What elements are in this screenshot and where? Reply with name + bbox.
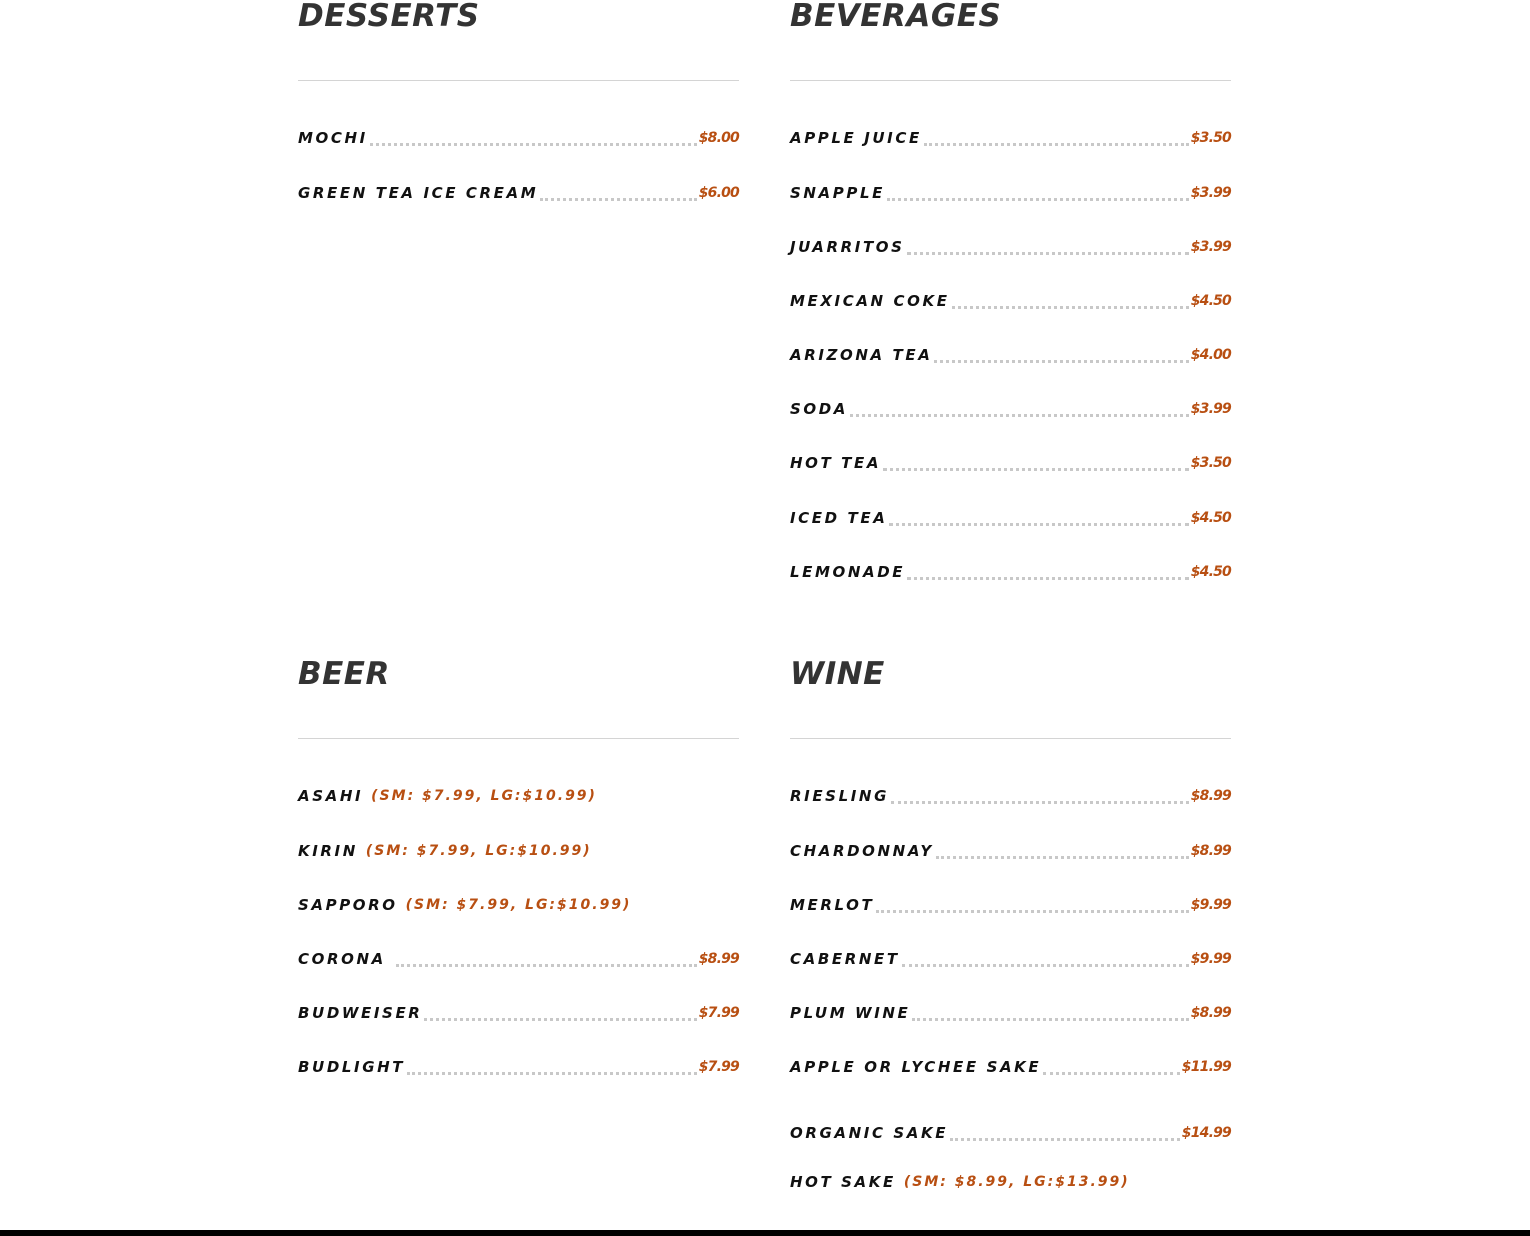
menu-item-price: $4.50 (1190, 293, 1231, 309)
desserts-title: DESSERTS (298, 0, 480, 34)
menu-item-name: ASAHI (298, 787, 364, 805)
menu-item-name: CHARDONNAY (790, 842, 934, 860)
menu-item-name: APPLE OR LYCHEE SAKE (790, 1058, 1042, 1076)
menu-item-budlight (298, 1054, 739, 1076)
leader-dots (396, 964, 697, 967)
leader-dots (891, 801, 1189, 804)
menu-item-arizona-tea (790, 342, 1231, 364)
menu-item-riesling (790, 783, 1231, 805)
menu-item-name: ICED TEA (790, 509, 888, 527)
menu-item-name: ARIZONA TEA (790, 346, 933, 364)
menu-item-name: HOT TEA (790, 454, 882, 472)
menu-item-iced-tea (790, 505, 1231, 527)
menu-item-price: $4.50 (1190, 564, 1231, 580)
menu-item-size-prices: (SM: $8.99, LG:$13.99) (903, 1174, 1130, 1190)
menu-item-name: KIRIN (298, 842, 358, 860)
leader-dots (887, 198, 1189, 201)
menu-item-price: $8.99 (698, 951, 739, 967)
menu-item-green-tea-ice-cream (298, 180, 739, 202)
menu-item-kirin (298, 838, 739, 860)
menu-item-price: $11.99 (1181, 1059, 1231, 1075)
menu-item-price: $3.50 (1190, 130, 1231, 146)
beverages-title: BEVERAGES (790, 0, 1002, 34)
menu-item-apple-or-lychee-sake (790, 1054, 1231, 1076)
leader-dots (370, 143, 697, 146)
beverages-section (790, 0, 1231, 600)
menu-item-soda (790, 396, 1231, 418)
menu-item-price: $8.99 (1190, 843, 1231, 859)
beer-divider (298, 738, 739, 739)
menu-item-price: $3.50 (1190, 455, 1231, 471)
beer-title: BEER (298, 656, 390, 692)
menu-item-price: $8.99 (1190, 1005, 1231, 1021)
beverages-divider (790, 80, 1231, 81)
menu-item-asahi (298, 783, 739, 805)
menu-item-name: RIESLING (790, 787, 889, 805)
leader-dots (902, 964, 1189, 967)
leader-dots (1043, 1072, 1180, 1075)
menu-item-name: SODA (790, 400, 849, 418)
menu-item-corona (298, 946, 739, 968)
menu-item-price: $8.00 (698, 130, 739, 146)
menu-item-price: $9.99 (1190, 951, 1231, 967)
leader-dots (952, 306, 1189, 309)
beer-section (298, 658, 739, 1098)
menu-item-price: $4.50 (1190, 510, 1231, 526)
menu-item-snapple (790, 180, 1231, 202)
menu-item-name: ORGANIC SAKE (790, 1124, 949, 1142)
leader-dots (907, 252, 1189, 255)
menu-item-price: $3.99 (1190, 239, 1231, 255)
menu-item-organic-sake (790, 1120, 1231, 1142)
menu-item-name: GREEN TEA ICE CREAM (298, 184, 539, 202)
menu-item-price: $9.99 (1190, 897, 1231, 913)
leader-dots (907, 577, 1189, 580)
leader-dots (407, 1072, 697, 1075)
menu-item-name: JUARRITOS (790, 238, 905, 256)
wine-title: WINE (790, 656, 885, 692)
wine-divider (790, 738, 1231, 739)
leader-dots (876, 910, 1188, 913)
menu-item-hot-tea (790, 450, 1231, 472)
menu-item-name: LEMONADE (790, 563, 906, 581)
menu-item-name: HOT SAKE (790, 1173, 896, 1191)
menu-item-name: BUDLIGHT (298, 1058, 406, 1076)
menu-item-apple-juice (790, 125, 1231, 147)
leader-dots (950, 1138, 1180, 1141)
leader-dots (883, 468, 1189, 471)
menu-item-price: $6.00 (698, 185, 739, 201)
menu-item-juarritos (790, 234, 1231, 256)
menu-item-name: MOCHI (298, 129, 368, 147)
desserts-section (298, 0, 739, 220)
menu-item-budweiser (298, 1000, 739, 1022)
menu-item-size-prices: (SM: $7.99, LG:$10.99) (405, 897, 632, 913)
menu-item-price: $3.99 (1190, 185, 1231, 201)
menu-item-mochi (298, 125, 739, 147)
leader-dots (540, 198, 696, 201)
menu-item-size-prices: (SM: $7.99, LG:$10.99) (365, 843, 592, 859)
wine-section (790, 658, 1231, 1218)
leader-dots (850, 414, 1189, 417)
leader-dots (924, 143, 1189, 146)
menu-item-merlot (790, 892, 1231, 914)
menu-item-price: $14.99 (1181, 1125, 1231, 1141)
leader-dots (424, 1018, 696, 1021)
menu-item-name: CABERNET (790, 950, 900, 968)
menu-item-plum-wine (790, 1000, 1231, 1022)
menu-item-name: SNAPPLE (790, 184, 885, 202)
leader-dots (912, 1018, 1188, 1021)
menu-item-mexican-coke (790, 288, 1231, 310)
menu-item-name: MERLOT (790, 896, 875, 914)
menu-item-price: $7.99 (698, 1059, 739, 1075)
menu-item-name: MEXICAN COKE (790, 292, 950, 310)
menu-item-price: $8.99 (1190, 788, 1231, 804)
menu-item-name: CORONA (298, 950, 386, 968)
menu-item-size-prices: (SM: $7.99, LG:$10.99) (371, 788, 597, 804)
menu-item-price: $4.00 (1190, 347, 1231, 363)
menu-item-name: APPLE JUICE (790, 129, 922, 147)
menu-item-price: $3.99 (1190, 401, 1231, 417)
footer-bar (0, 1230, 1530, 1236)
menu-item-cabernet (790, 946, 1231, 968)
menu-item-hot-sake (790, 1169, 1231, 1191)
menu-item-name: BUDWEISER (298, 1004, 423, 1022)
leader-dots (934, 360, 1188, 363)
leader-dots (936, 856, 1189, 859)
menu-item-sapporo (298, 892, 739, 914)
menu-item-chardonnay (790, 838, 1231, 860)
desserts-divider (298, 80, 739, 81)
menu-item-price: $7.99 (698, 1005, 739, 1021)
menu-item-name: SAPPORO (298, 896, 398, 914)
menu-item-name: PLUM WINE (790, 1004, 911, 1022)
leader-dots (889, 523, 1188, 526)
menu-item-lemonade (790, 559, 1231, 581)
